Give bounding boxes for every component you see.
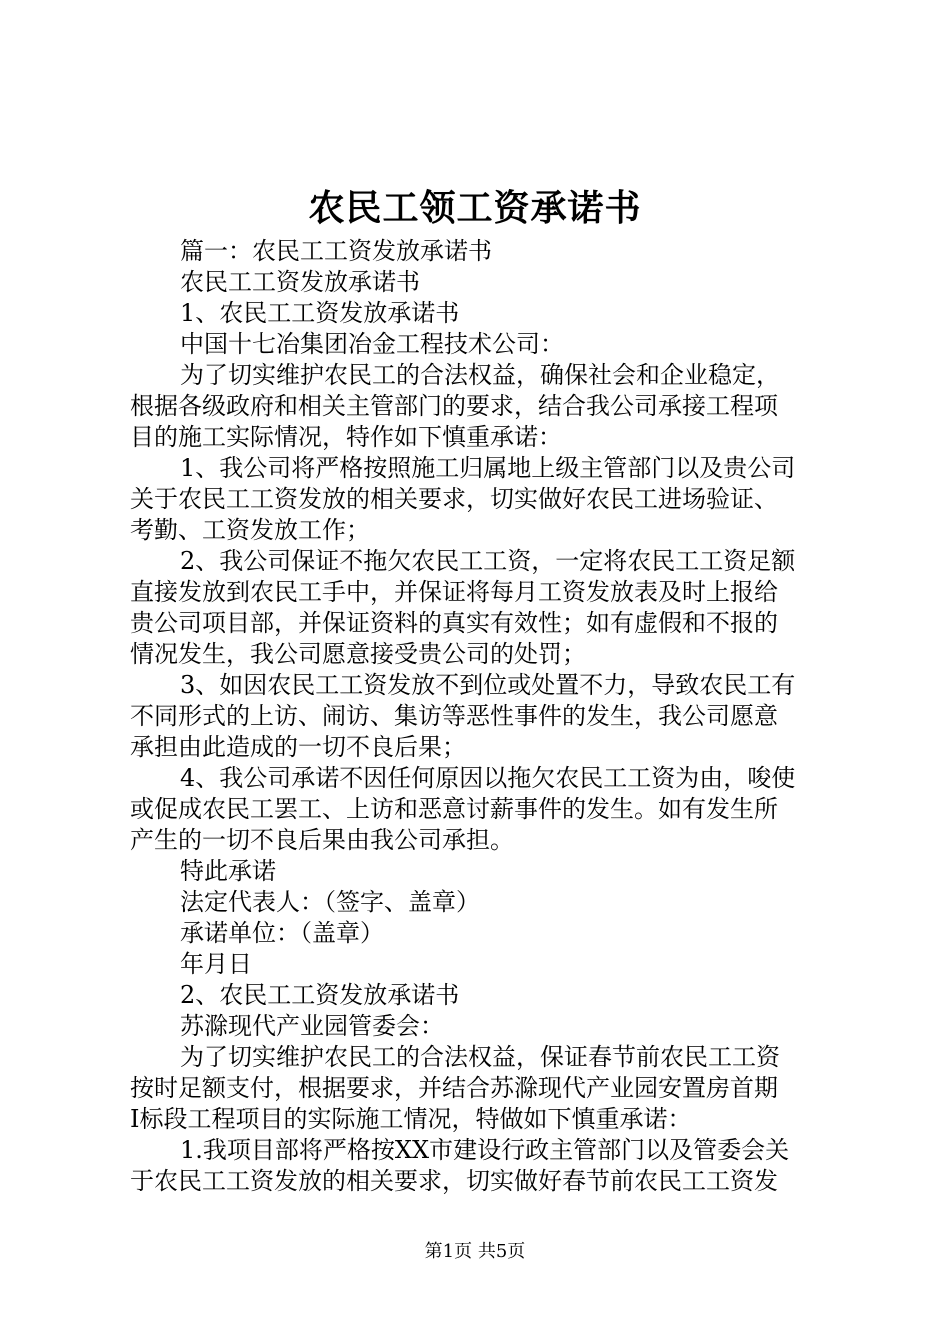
text-line: 特此承诺 <box>180 857 276 885</box>
text-line: 按时足额支付，根据要求，并结合苏滁现代产业园安置房首期 <box>130 1074 778 1102</box>
document-body <box>130 236 830 1197</box>
text-line: 目的施工实际情况，特作如下慎重承诺： <box>130 423 562 451</box>
text-line: 中国十七冶集团冶金工程技术公司： <box>180 330 564 358</box>
text-line: 根据各级政府和相关主管部门的要求，结合我公司承接工程项 <box>130 392 778 420</box>
text-line: 承担由此造成的一切不良后果； <box>130 733 466 761</box>
text-line: 篇一：农民工工资发放承诺书 <box>180 237 492 265</box>
text-line: 情况发生，我公司愿意接受贵公司的处罚； <box>130 640 586 668</box>
text-line: 1、我公司将严格按照施工归属地上级主管部门以及贵公司 <box>180 454 796 482</box>
text-line: 承诺单位：（盖章） <box>180 919 384 947</box>
text-line: 农民工工资发放承诺书 <box>180 268 420 296</box>
text-line: 2、我公司保证不拖欠农民工工资，一定将农民工工资足额 <box>180 547 796 575</box>
text-line: 贵公司项目部，并保证资料的真实有效性；如有虚假和不报的 <box>130 609 778 637</box>
text-line: 直接发放到农民工手中，并保证将每月工资发放表及时上报给 <box>130 578 778 606</box>
text-line: 法定代表人：（签字、盖章） <box>180 888 480 916</box>
text-line: 苏滁现代产业园管委会： <box>180 1012 444 1040</box>
page-number-footer: 第1页 共5页 <box>424 1241 526 1262</box>
text-line: 考勤、工资发放工作； <box>130 516 370 544</box>
text-line: 2、农民工工资发放承诺书 <box>180 981 460 1009</box>
text-line: 4、我公司承诺不因任何原因以拖欠农民工工资为由，唆使 <box>180 764 796 792</box>
text-line: 或促成农民工罢工、上访和恶意讨薪事件的发生。如有发生所 <box>130 795 778 823</box>
text-line: 年月日 <box>180 950 252 978</box>
text-line: Ⅰ标段工程项目的实际施工情况，特做如下慎重承诺： <box>130 1105 692 1133</box>
text-line: 产生的一切不良后果由我公司承担。 <box>130 826 514 854</box>
text-line: 为了切实维护农民工的合法权益，确保社会和企业稳定， <box>180 361 780 389</box>
text-line: 于农民工工资发放的相关要求，切实做好春节前农民工工资发 <box>130 1167 778 1195</box>
text-line: 1.我项目部将严格按XX市建设行政主管部门以及管委会关 <box>180 1136 790 1164</box>
text-line: 1、农民工工资发放承诺书 <box>180 299 460 327</box>
text-line: 为了切实维护农民工的合法权益，保证春节前农民工工资 <box>180 1043 780 1071</box>
document-title: 农民工领工资承诺书 <box>308 187 642 229</box>
text-line: 不同形式的上访、闹访、集访等恶性事件的发生，我公司愿意 <box>130 702 778 730</box>
text-line: 3、如因农民工工资发放不到位或处置不力，导致农民工有 <box>180 671 796 699</box>
text-line: 关于农民工工资发放的相关要求，切实做好农民工进场验证、 <box>130 485 778 513</box>
